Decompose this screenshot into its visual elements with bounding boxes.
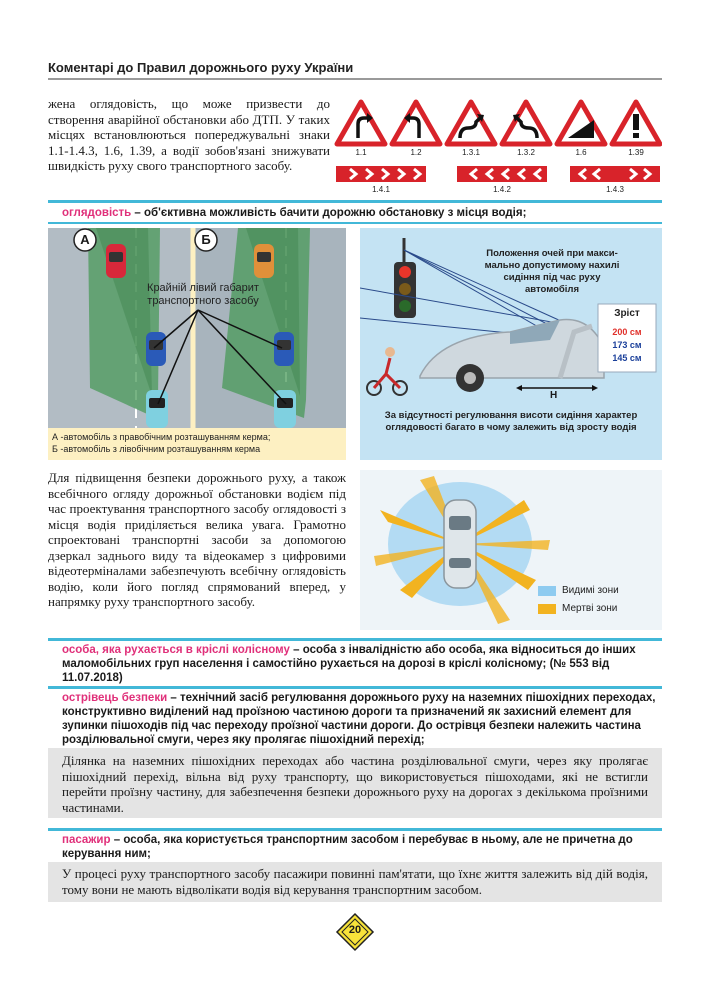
sign-label: 1.2 bbox=[410, 148, 422, 157]
safety-island-definition bbox=[62, 691, 662, 747]
sign-label: 1.39 bbox=[628, 148, 644, 157]
safety-paragraph: Для підвищення безпеки дорожнього руху, а також всебічного огляду дорожньої обстановки водієм під час проектування транспортного засобу оглядовості з місця водія приділяється велика увага. Грамотно спроектовані транспортні засоби за допомогою дзеркал заднього виду та відеокамер з цифровими відеотерміналами забезпечують всебічну оглядовість водію, коли його погляд спрямований вперед, у напрямку руху транспортного засобу. bbox=[48, 470, 346, 609]
running-header: Коментарі до Правил дорожнього руху України bbox=[48, 60, 354, 75]
definition-text: – об'єктивна можливість бачити дорожню обстановку з місця водія; bbox=[131, 207, 527, 219]
definition-term: пасажир bbox=[62, 834, 111, 846]
orange-car-icon bbox=[254, 244, 274, 278]
dead-zones-label: Мертві зони bbox=[562, 603, 618, 614]
definition-term: оглядовість bbox=[62, 207, 132, 219]
direction-sign-1-4-3-icon bbox=[570, 166, 660, 182]
definition-reference: (№ 553 від 11.07.2018) bbox=[62, 658, 610, 684]
road-diagram bbox=[48, 228, 346, 428]
blue-car-icon bbox=[274, 332, 294, 366]
sign-label: 1.1 bbox=[355, 148, 367, 157]
definition-text: – особа, яка користується транспортним засобом і перебуває в ньому, але не причетна до керування ним; bbox=[62, 834, 633, 860]
height-value: 145 см bbox=[612, 353, 642, 363]
curve-left-sign-icon bbox=[392, 102, 440, 144]
sign-label: 1.4.1 bbox=[372, 185, 390, 194]
page-number: 20 bbox=[348, 924, 362, 936]
marker-a-label: А bbox=[80, 232, 90, 247]
definition-text: – технічний засіб регулювання дорожнього руху на наземних пішохідних переходах, конструктивно виділений над проїзною частиною дороги та призначений як захисний елемент для зупинки пішоходів під час переходу проїзної частини дороги. До острівця безпеки належить частина розділювальної смуги, через яку пролягає пішохідний перехід; bbox=[62, 692, 656, 746]
visible-zones-label: Видимі зони bbox=[562, 585, 619, 596]
seat-height-label: H bbox=[550, 390, 558, 401]
visibility-zones-illustration bbox=[360, 470, 662, 630]
caption-line: Положення очей при макси- bbox=[486, 248, 618, 259]
cyclist-icon bbox=[367, 347, 407, 395]
definition-term: острівець безпеки bbox=[62, 692, 168, 704]
section-divider bbox=[48, 638, 662, 641]
white-car-icon bbox=[146, 390, 168, 428]
other-danger-sign-icon bbox=[612, 102, 660, 144]
safety-island-note-box bbox=[48, 748, 662, 818]
header-divider bbox=[48, 78, 662, 80]
height-caption bbox=[360, 410, 662, 434]
wheelchair-definition bbox=[62, 643, 662, 685]
sign-label: 1.3.1 bbox=[462, 148, 480, 157]
passenger-note: У процесі руху транспортного засобу пасажири повинні пам'ятати, що їхнє життя залежить від дій водія, тому вони не мають відволікати водія від керування транспортним засобом. bbox=[62, 866, 648, 897]
visibility-definition bbox=[62, 206, 662, 220]
double-curve-left-sign-icon bbox=[502, 102, 550, 144]
caption-line: транспортного засобу bbox=[147, 295, 259, 307]
height-value: 173 см bbox=[612, 340, 642, 350]
passenger-note-box bbox=[48, 862, 662, 902]
note-b: Б -автомобіль з лівобічним розташуванням керма bbox=[52, 444, 261, 454]
note-a: А -автомобіль з правобічним розташуванням керма; bbox=[52, 432, 271, 442]
height-legend-title: Зріст bbox=[614, 308, 640, 319]
sign-label: 1.6 bbox=[575, 148, 587, 157]
caption-line: сидіння під час руху автомобіля bbox=[503, 272, 601, 295]
direction-sign-1-4-1-icon bbox=[336, 166, 426, 182]
sign-label: 1.4.3 bbox=[606, 185, 624, 194]
marker-b-label: Б bbox=[201, 232, 211, 247]
definition-term: особа, яка рухається в кріслі колісному bbox=[62, 644, 290, 656]
mirror-visibility-illustration bbox=[48, 228, 346, 460]
definition-text: – особа з інвалідністю або особа, яка відноситься до інших маломобільних груп населення і самостійно рухається на дорозі в кріслі колісному; bbox=[62, 644, 636, 670]
safety-island-note: Ділянка на наземних пішохідних переходах або частина розділювальної смуги, через яку пролягає пішохідний перехід, вільна від руху транспорту, що використовується пішоходами, які не встигли перейти проїзну частину, для забезпечення безпеки дорожнього руху на дорогах з декількома проїзними частинами. bbox=[62, 753, 648, 815]
sign-label: 1.3.2 bbox=[517, 148, 535, 157]
car-interior-icon bbox=[420, 320, 604, 392]
direction-sign-1-4-2-icon bbox=[457, 166, 547, 182]
visible-zone-swatch bbox=[538, 586, 556, 596]
section-divider bbox=[48, 222, 662, 224]
sign-label: 1.4.2 bbox=[493, 185, 511, 194]
passenger-definition bbox=[62, 833, 662, 861]
blue-car-icon bbox=[146, 332, 166, 366]
height-value: 200 см bbox=[612, 327, 642, 337]
caption-line: За відсутності регулювання висоти сидіння характер bbox=[384, 410, 638, 421]
double-curve-right-sign-icon bbox=[447, 102, 495, 144]
intro-paragraph: жена оглядовість, що може призвести до створення аварійної обстановки або ДТП. У таких місцях встановлюються попереджувальні знаки 1.1-1.4.3, 1.6, 1.39, а водії зобов'язані знижувати швидкість руху свого транспортного засобу. bbox=[48, 96, 330, 173]
caption-line: Крайній лівий габарит bbox=[147, 282, 259, 294]
caption-line: оглядовості багато в чому залежить від зросту водія bbox=[385, 422, 637, 433]
eye-position-caption bbox=[478, 248, 626, 296]
steep-descent-sign-icon bbox=[557, 102, 605, 144]
height-legend bbox=[600, 326, 654, 365]
section-divider bbox=[48, 828, 662, 831]
red-car-icon bbox=[106, 244, 126, 278]
caption-line: мально допустимому нахилі bbox=[484, 260, 620, 271]
section-divider bbox=[48, 200, 662, 203]
curve-right-sign-icon bbox=[337, 102, 385, 144]
dead-zone-swatch bbox=[538, 604, 556, 614]
section-divider bbox=[48, 686, 662, 689]
panel-notes bbox=[52, 431, 270, 455]
driver-height-illustration bbox=[360, 228, 662, 460]
car-top-view-icon bbox=[444, 500, 476, 588]
dimension-caption bbox=[128, 282, 278, 308]
